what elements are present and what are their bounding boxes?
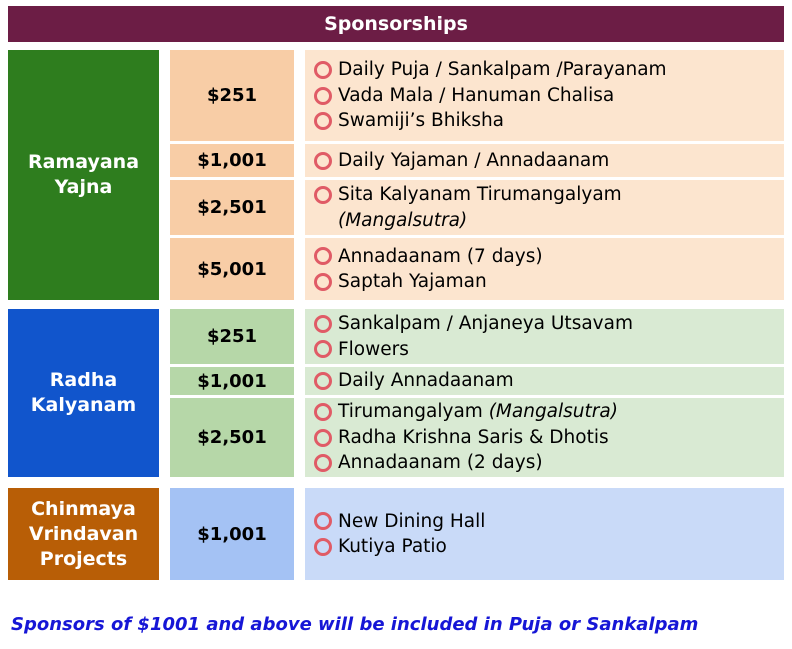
circle-bullet-icon <box>314 340 332 358</box>
circle-bullet-icon <box>314 512 332 530</box>
circle-bullet-icon <box>314 61 332 79</box>
circle-bullet-icon <box>314 372 332 390</box>
list-item: Daily Yajaman / Annadaanam <box>314 148 784 174</box>
items-ramayana-1001 <box>305 144 784 177</box>
circle-bullet-icon <box>314 247 332 265</box>
items-chinmaya-1001 <box>305 488 784 580</box>
items-ramayana-251 <box>305 50 784 141</box>
price-chinmaya-1001: $1,001 <box>170 488 294 580</box>
list-item: Annadaanam (2 days) <box>314 450 784 476</box>
page-title: Sponsorships <box>324 13 468 35</box>
circle-bullet-icon <box>314 315 332 333</box>
list-item: Daily Annadaanam <box>314 368 784 394</box>
category-radha-kalyanam: Radha Kalyanam <box>8 309 159 477</box>
items-ramayana-2501 <box>305 180 784 235</box>
list-item: Saptah Yajaman <box>314 269 784 295</box>
items-radha-2501 <box>305 398 784 477</box>
price-ramayana-2501: $2,501 <box>170 180 294 235</box>
item-note: (Mangalsutra) <box>338 209 468 231</box>
price-radha-251: $251 <box>170 309 294 364</box>
circle-bullet-icon <box>314 152 332 170</box>
list-item: Daily Puja / Sankalpam /Parayanam <box>314 57 784 83</box>
circle-bullet-icon <box>314 112 332 130</box>
price-ramayana-5001: $5,001 <box>170 238 294 300</box>
list-item: Vada Mala / Hanuman Chalisa <box>314 83 784 109</box>
items-radha-1001 <box>305 367 784 395</box>
list-item: Annadaanam (7 days) <box>314 244 784 270</box>
price-radha-2501: $2,501 <box>170 398 294 477</box>
list-item: Radha Krishna Saris & Dhotis <box>314 425 784 451</box>
items-radha-251 <box>305 309 784 364</box>
circle-bullet-icon <box>314 273 332 291</box>
circle-bullet-icon <box>314 454 332 472</box>
circle-bullet-icon <box>314 538 332 556</box>
list-item: Kutiya Patio <box>314 534 784 560</box>
circle-bullet-icon <box>314 429 332 447</box>
footer-note: Sponsors of $1001 and above will be included in Puja or Sankalpam <box>11 614 699 635</box>
price-radha-1001: $1,001 <box>170 367 294 395</box>
circle-bullet-icon <box>314 186 332 204</box>
price-ramayana-251: $251 <box>170 50 294 141</box>
category-chinmaya-vrindavan-projects: Chinmaya Vrindavan Projects <box>8 488 159 580</box>
list-item: Sita Kalyanam Tirumangalyam <box>314 182 784 208</box>
circle-bullet-icon <box>314 87 332 105</box>
list-item: Tirumangalyam (Mangalsutra) <box>314 399 784 425</box>
category-ramayana-yajna: Ramayana Yajna <box>8 50 159 300</box>
list-item: Flowers <box>314 337 784 363</box>
item-note: (Mangalsutra) <box>488 401 618 423</box>
list-item: Sankalpam / Anjaneya Utsavam <box>314 311 784 337</box>
list-item: Swamiji’s Bhiksha <box>314 108 784 134</box>
list-item: New Dining Hall <box>314 509 784 535</box>
sponsorships-header <box>8 6 784 42</box>
price-ramayana-1001: $1,001 <box>170 144 294 177</box>
circle-bullet-icon <box>314 403 332 421</box>
items-ramayana-5001 <box>305 238 784 300</box>
